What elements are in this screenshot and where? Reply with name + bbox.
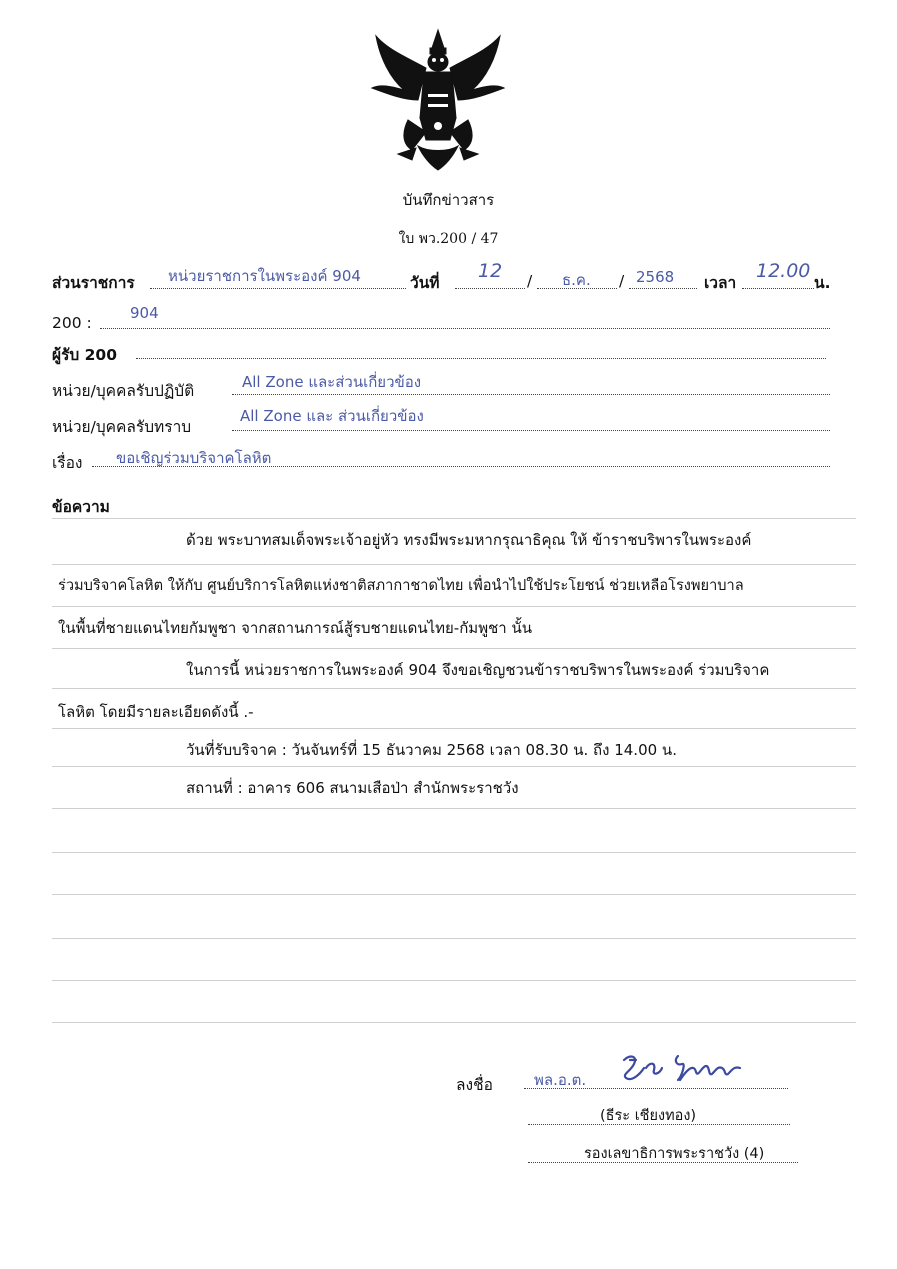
document-title: บันทึกข่าวสาร [402, 191, 495, 209]
info-dotted-line [232, 430, 830, 431]
ruled-line [52, 852, 856, 853]
ruled-line [52, 808, 856, 809]
date-day-value: 12 [478, 260, 503, 282]
message-line: โลหิต โดยมีรายละเอียดดังนี้ .- [58, 703, 254, 721]
date-separator-2: / [619, 272, 625, 290]
message-line: ด้วย พระบาทสมเด็จพระเจ้าอยู่หัว ทรงมีพระมหากรุณาธิคุณ ให้ ข้าราชบริพารในพระองค์ [186, 531, 752, 549]
info-label: หน่วย/บุคคลรับทราบ [52, 418, 192, 436]
from-dotted-line [100, 328, 830, 329]
from-value: 904 [130, 304, 159, 322]
subject-label: เรื่อง [52, 454, 83, 472]
ruled-line [52, 688, 856, 689]
date-year-dotted-line [629, 288, 697, 289]
ruled-line [52, 938, 856, 939]
signer-name-dotted-line [528, 1124, 790, 1125]
time-value: 12.00 [756, 260, 811, 282]
date-year-value: 2568 [636, 268, 675, 286]
receiver-label: ผู้รับ 200 [52, 346, 117, 364]
message-line: ในพื้นที่ชายแดนไทยกัมพูชา จากสถานการณ์สู้รบชายแดนไทย-กัมพูชา นั้น [58, 619, 532, 637]
subject-value: ขอเชิญร่วมบริจาคโลหิต [116, 449, 272, 467]
date-label: วันที่ [410, 274, 440, 292]
signer-position: รองเลขาธิการพระราชวัง (4) [584, 1146, 765, 1162]
agency-value: หน่วยราชการในพระองค์ 904 [168, 267, 361, 285]
date-month-value: ธ.ค. [562, 271, 591, 289]
date-separator-1: / [527, 272, 533, 290]
message-heading: ข้อความ [52, 498, 110, 516]
ruled-line [52, 648, 856, 649]
action-value: All Zone และส่วนเกี่ยวข้อง [242, 373, 422, 391]
message-line: วันที่รับบริจาค : วันจันทร์ที่ 15 ธันวาคม 2568 เวลา 08.30 น. ถึง 14.00 น. [186, 741, 677, 759]
ruled-line [52, 518, 856, 519]
action-label: หน่วย/บุคคลรับปฏิบัติ [52, 382, 195, 400]
time-unit: น. [814, 274, 831, 292]
info-value: All Zone และ ส่วนเกี่ยวข้อง [240, 407, 424, 425]
garuda-emblem-icon [368, 28, 508, 173]
receiver-dotted-line [136, 358, 826, 359]
sign-label: ลงชื่อ [456, 1076, 493, 1094]
ruled-line [52, 980, 856, 981]
agency-dotted-line [150, 288, 406, 289]
handwritten-signature [616, 1050, 746, 1090]
ruled-line [52, 606, 856, 607]
signer-rank: พล.อ.ต. [534, 1071, 587, 1089]
agency-label: ส่วนราชการ [52, 274, 135, 292]
message-line: สถานที่ : อาคาร 606 สนามเสือป่า สำนักพระราชวัง [186, 779, 519, 797]
action-dotted-line [232, 394, 830, 395]
ruled-line [52, 1022, 856, 1023]
document-number: ใบ พว.200 / 47 [398, 231, 499, 247]
time-dotted-line [742, 288, 814, 289]
message-line: ในการนี้ หน่วยราชการในพระองค์ 904 จึงขอเชิญชวนข้าราชบริพารในพระองค์ ร่วมบริจาค [186, 661, 770, 679]
ruled-line [52, 894, 856, 895]
time-label: เวลา [704, 274, 737, 292]
message-line: ร่วมบริจาคโลหิต ให้กับ ศูนย์บริการโลหิตแห่งชาติสภากาชาดไทย เพื่อนำไปใช้ประโยชน์ ช่วยเหลือโรงพยาบาล [58, 577, 744, 594]
date-day-dotted-line [455, 288, 525, 289]
ruled-line [52, 564, 856, 565]
from-label: 200 : [52, 314, 92, 332]
signer-name: (ธีระ เชียงทอง) [600, 1108, 697, 1124]
ruled-line [52, 728, 856, 729]
ruled-line [52, 766, 856, 767]
